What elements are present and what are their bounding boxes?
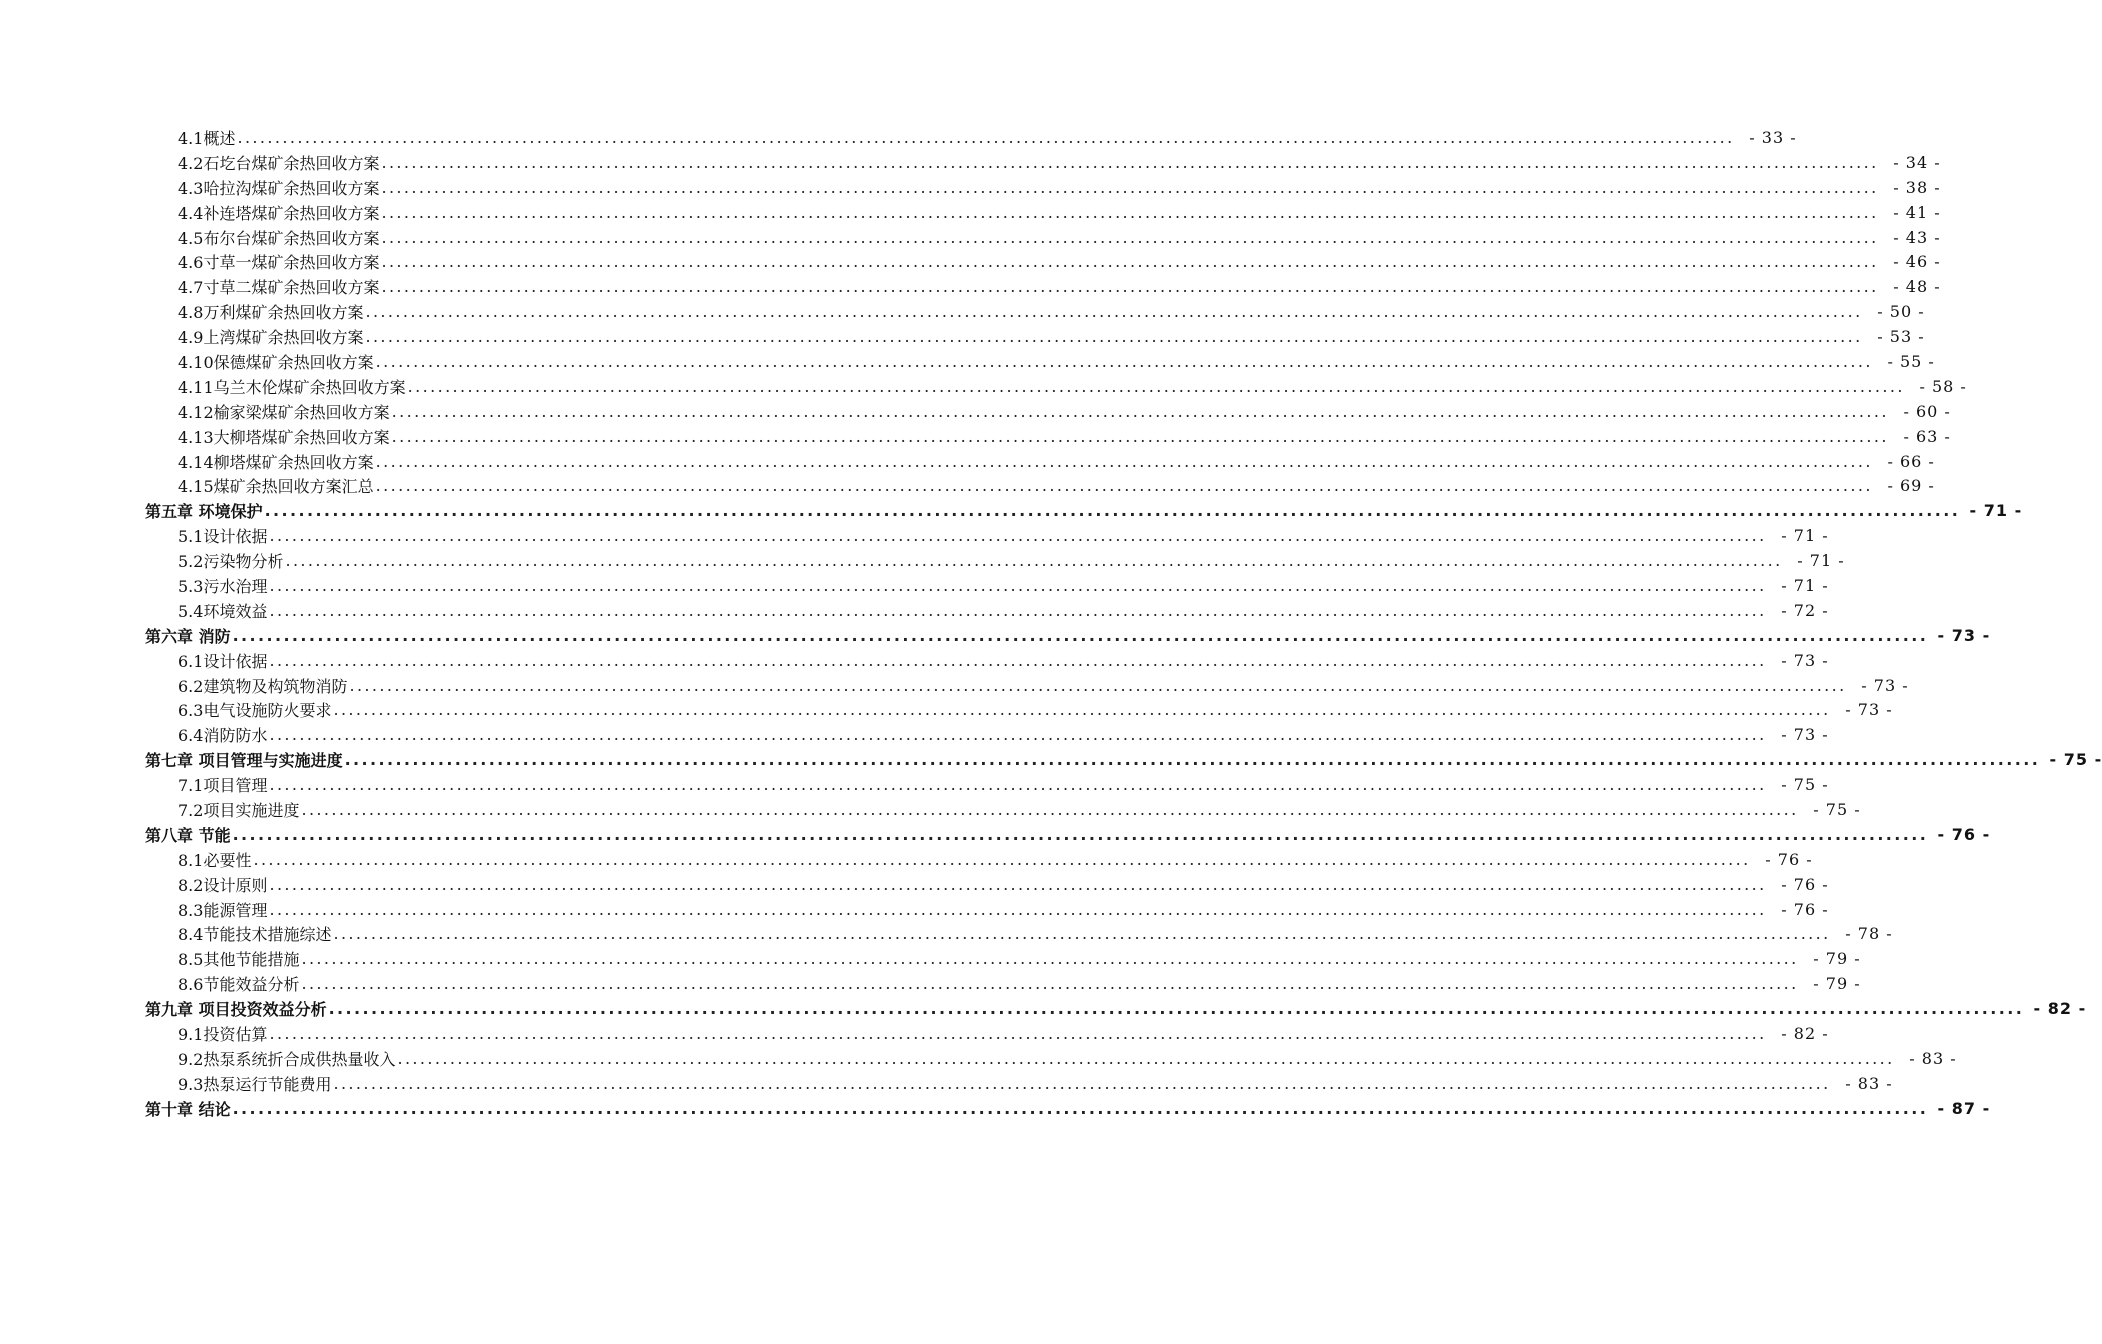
toc-page-number: - 58 - [1919, 376, 1967, 396]
dot-leader: ........................................................................................................................................................................................................ [397, 1048, 1895, 1068]
toc-page-number: - 87 - [1937, 1098, 1991, 1118]
toc-section-entry[interactable] [145, 897, 1829, 922]
dot-leader: ........................................................................................................................................................................................................ [333, 924, 1831, 944]
dot-leader: ........................................................................................................................................................................................................ [344, 750, 2041, 770]
toc-page-number: - 72 - [1781, 600, 1829, 620]
toc-page-number: - 48 - [1893, 277, 1941, 297]
toc-entry-title: 6.3电气设施防火要求 [178, 701, 332, 721]
toc-entry-title: 8.3能源管理 [178, 900, 268, 920]
toc-page-number: - 55 - [1887, 351, 1935, 371]
toc-entry-title: 9.3热泵运行节能费用 [178, 1074, 332, 1094]
dot-leader: ........................................................................................................................................................................................................ [333, 1073, 1831, 1093]
dot-leader: ........................................................................................................................................................................................................ [269, 575, 1767, 595]
dot-leader: ........................................................................................................................................................................................................ [269, 775, 1767, 795]
toc-section-entry[interactable] [145, 797, 1861, 822]
toc-page-number: - 46 - [1893, 252, 1941, 272]
toc-entry-title: 5.3污水治理 [178, 576, 268, 596]
toc-chapter-entry[interactable] [145, 1096, 1991, 1121]
toc-page-number: - 71 - [1781, 575, 1829, 595]
toc-entry-title: 6.1设计依据 [178, 651, 268, 671]
toc-page-number: - 76 - [1937, 824, 1991, 844]
toc-section-entry[interactable] [145, 449, 1935, 474]
toc-chapter-entry[interactable] [145, 996, 2087, 1021]
toc-section-entry[interactable] [145, 772, 1829, 797]
dot-leader: ........................................................................................................................................................................................................ [381, 277, 1879, 297]
toc-entry-title: 第九章 项目投资效益分析 [145, 1000, 327, 1020]
dot-leader: ........................................................................................................................................................................................................ [375, 476, 1873, 496]
toc-section-entry[interactable] [145, 847, 1813, 872]
toc-section-entry[interactable] [145, 971, 1861, 996]
toc-page-number: - 63 - [1903, 426, 1951, 446]
toc-entry-title: 4.6寸草一煤矿余热回收方案 [178, 253, 380, 273]
toc-entry-title: 9.1投资估算 [178, 1025, 268, 1044]
toc-section-entry[interactable] [145, 946, 1861, 971]
toc-section-entry[interactable] [145, 399, 1951, 424]
dot-leader: ........................................................................................................................................................................................................ [264, 501, 1961, 521]
dot-leader: ........................................................................................................................................................................................................ [407, 376, 1905, 396]
toc-chapter-entry[interactable] [145, 747, 2102, 772]
toc-section-entry[interactable] [145, 1071, 1893, 1096]
toc-chapter-entry[interactable] [145, 623, 1991, 648]
toc-page-number: - 60 - [1903, 401, 1951, 421]
toc-section-entry[interactable] [145, 225, 1941, 250]
dot-leader: ........................................................................................................................................................................................................ [301, 974, 1799, 994]
dot-leader: ........................................................................................................................................................................................................ [232, 1098, 1929, 1118]
dot-leader: ........................................................................................................................................................................................................ [301, 949, 1799, 969]
dot-leader: ........................................................................................................................................................................................................ [237, 127, 1735, 147]
toc-entry-title: 4.11乌兰木伦煤矿余热回收方案 [178, 377, 406, 397]
toc-page-number: - 73 - [1845, 700, 1893, 720]
toc-section-entry[interactable] [145, 598, 1829, 623]
toc-section-entry[interactable] [145, 324, 1925, 349]
toc-section-entry[interactable] [145, 673, 1909, 698]
toc-entry-title: 4.14柳塔煤矿余热回收方案 [178, 452, 374, 472]
dot-leader: ........................................................................................................................................................................................................ [328, 999, 2025, 1019]
toc-page-number: - 82 - [1781, 1024, 1829, 1043]
dot-leader: ........................................................................................................................................................................................................ [253, 849, 1751, 869]
toc-entry-title: 4.9上湾煤矿余热回收方案 [178, 328, 364, 348]
toc-section-entry[interactable] [145, 374, 1967, 399]
toc-entry-title: 4.3哈拉沟煤矿余热回收方案 [178, 178, 380, 198]
toc-page-number: - 71 - [1797, 551, 1845, 571]
dot-leader: ........................................................................................................................................................................................................ [232, 824, 1929, 844]
dot-leader: ........................................................................................................................................................................................................ [381, 252, 1879, 272]
toc-entry-title: 4.12榆家梁煤矿余热回收方案 [178, 402, 390, 422]
dot-leader: ........................................................................................................................................................................................................ [391, 401, 1889, 421]
toc-entry-title: 4.8万利煤矿余热回收方案 [178, 303, 364, 323]
toc-page-number: - 41 - [1893, 202, 1941, 222]
toc-entry-title: 5.1设计依据 [178, 527, 268, 547]
dot-leader: ........................................................................................................................................................................................................ [269, 874, 1767, 894]
dot-leader: ........................................................................................................................................................................................................ [285, 551, 1783, 571]
toc-section-entry[interactable] [145, 125, 1797, 150]
toc-entry-title: 8.6节能效益分析 [178, 975, 300, 995]
dot-leader: ........................................................................................................................................................................................................ [381, 227, 1879, 247]
dot-leader: ........................................................................................................................................................................................................ [301, 799, 1799, 819]
toc-page-number: - 79 - [1813, 949, 1861, 969]
toc-section-entry[interactable] [145, 697, 1893, 722]
toc-entry-title: 6.4消防防水 [178, 726, 268, 746]
toc-section-entry[interactable] [145, 922, 1893, 947]
toc-entry-title: 4.5布尔台煤矿余热回收方案 [178, 228, 380, 248]
toc-page-number: - 33 - [1749, 127, 1797, 147]
toc-section-entry[interactable] [145, 573, 1829, 598]
toc-section-entry[interactable] [145, 872, 1829, 897]
toc-page-number: - 76 - [1781, 874, 1829, 894]
toc-section-entry[interactable] [145, 274, 1941, 299]
toc-entry-title: 4.2石圪台煤矿余热回收方案 [178, 153, 380, 173]
toc-page-number: - 38 - [1893, 177, 1941, 197]
toc-page-number: - 69 - [1887, 476, 1935, 496]
toc-section-entry[interactable] [145, 548, 1845, 573]
dot-leader: ........................................................................................................................................................................................................ [365, 302, 1863, 322]
toc-page-number: - 76 - [1781, 899, 1829, 919]
dot-leader: ........................................................................................................................................................................................................ [269, 600, 1767, 620]
toc-page-number: - 73 - [1861, 675, 1909, 695]
toc-entry-title: 7.2项目实施进度 [178, 800, 300, 820]
dot-leader: ........................................................................................................................................................................................................ [381, 152, 1879, 172]
toc-section-entry[interactable] [145, 200, 1941, 225]
toc-page-number: - 76 - [1765, 849, 1813, 869]
dot-leader: ........................................................................................................................................................................................................ [269, 1024, 1767, 1043]
toc-entry-title: 4.4补连塔煤矿余热回收方案 [178, 203, 380, 223]
toc-entry-title: 4.1概述 [178, 128, 236, 148]
dot-leader: ........................................................................................................................................................................................................ [333, 700, 1831, 720]
dot-leader: ........................................................................................................................................................................................................ [269, 725, 1767, 745]
toc-page-number: - 66 - [1887, 451, 1935, 471]
toc-page-number: - 75 - [1781, 775, 1829, 795]
toc-entry-title: 8.4节能技术措施综述 [178, 925, 332, 945]
toc-entry-title: 第五章 环境保护 [145, 502, 263, 522]
dot-leader: ........................................................................................................................................................................................................ [269, 526, 1767, 546]
dot-leader: ........................................................................................................................................................................................................ [269, 650, 1767, 670]
toc-section-entry[interactable] [145, 473, 1935, 498]
toc-page-number: - 71 - [1781, 526, 1829, 546]
toc-section-entry[interactable] [145, 523, 1829, 548]
dot-leader: ........................................................................................................................................................................................................ [381, 202, 1879, 222]
toc-page-number: - 73 - [1781, 725, 1829, 745]
toc-entry-title: 4.10保德煤矿余热回收方案 [178, 352, 374, 372]
toc-page-number: - 75 - [2049, 750, 2102, 770]
toc-entry-title: 8.5其他节能措施 [178, 950, 300, 970]
toc-page-number: - 83 - [1845, 1073, 1893, 1093]
toc-page-number: - 71 - [1969, 501, 2023, 521]
toc-entry-title: 4.15煤矿余热回收方案汇总 [178, 477, 374, 497]
dot-leader: ........................................................................................................................................................................................................ [375, 451, 1873, 471]
toc-section-entry[interactable] [145, 648, 1829, 673]
toc-entry-title: 8.2设计原则 [178, 875, 268, 895]
toc-section-entry[interactable] [145, 1046, 1957, 1071]
toc-section-entry[interactable] [145, 424, 1951, 449]
dot-leader: ........................................................................................................................................................................................................ [375, 351, 1873, 371]
toc-section-entry[interactable] [145, 349, 1935, 374]
toc-entry-title: 5.4环境效益 [178, 601, 268, 621]
toc-page-number: - 50 - [1877, 302, 1925, 322]
toc-page-number: - 75 - [1813, 799, 1861, 819]
toc-section-entry[interactable] [145, 1021, 1829, 1046]
toc-entry-title: 第八章 节能 [145, 825, 231, 845]
toc-page-number: - 34 - [1893, 152, 1941, 172]
toc-entry-title: 第六章 消防 [145, 626, 231, 646]
toc-entry-title: 第七章 项目管理与实施进度 [145, 751, 343, 771]
dot-leader: ........................................................................................................................................................................................................ [381, 177, 1879, 197]
toc-section-entry[interactable] [145, 175, 1941, 200]
toc-section-entry[interactable] [145, 299, 1925, 324]
toc-entry-title: 5.2污染物分析 [178, 552, 284, 572]
toc-entry-title: 9.2热泵系统折合成供热量收入 [178, 1049, 396, 1069]
toc-chapter-entry[interactable] [145, 822, 1991, 847]
toc-entry-title: 4.7寸草二煤矿余热回收方案 [178, 278, 380, 298]
toc-page-number: - 78 - [1845, 924, 1893, 944]
dot-leader: ........................................................................................................................................................................................................ [269, 899, 1767, 919]
toc-page-number: - 82 - [2033, 999, 2087, 1019]
toc-entry-title: 4.13大柳塔煤矿余热回收方案 [178, 427, 390, 447]
toc-section-entry[interactable] [145, 722, 1829, 747]
toc-page-number: - 73 - [1781, 650, 1829, 670]
toc-page-number: - 73 - [1937, 625, 1991, 645]
dot-leader: ........................................................................................................................................................................................................ [232, 625, 1929, 645]
table-of-contents [145, 125, 2102, 1121]
toc-entry-title: 8.1必要性 [178, 850, 252, 870]
toc-chapter-entry[interactable] [145, 498, 2023, 523]
toc-page-number: - 53 - [1877, 327, 1925, 347]
dot-leader: ........................................................................................................................................................................................................ [391, 426, 1889, 446]
toc-page-number: - 79 - [1813, 974, 1861, 994]
toc-entry-title: 第十章 结论 [145, 1099, 231, 1119]
toc-section-entry[interactable] [145, 249, 1941, 274]
toc-section-entry[interactable] [145, 150, 1941, 175]
dot-leader: ........................................................................................................................................................................................................ [349, 675, 1847, 695]
toc-page-number: - 83 - [1909, 1048, 1957, 1068]
toc-entry-title: 7.1项目管理 [178, 776, 268, 796]
dot-leader: ........................................................................................................................................................................................................ [365, 327, 1863, 347]
toc-page-number: - 43 - [1893, 227, 1941, 247]
toc-entry-title: 6.2建筑物及构筑物消防 [178, 676, 348, 696]
